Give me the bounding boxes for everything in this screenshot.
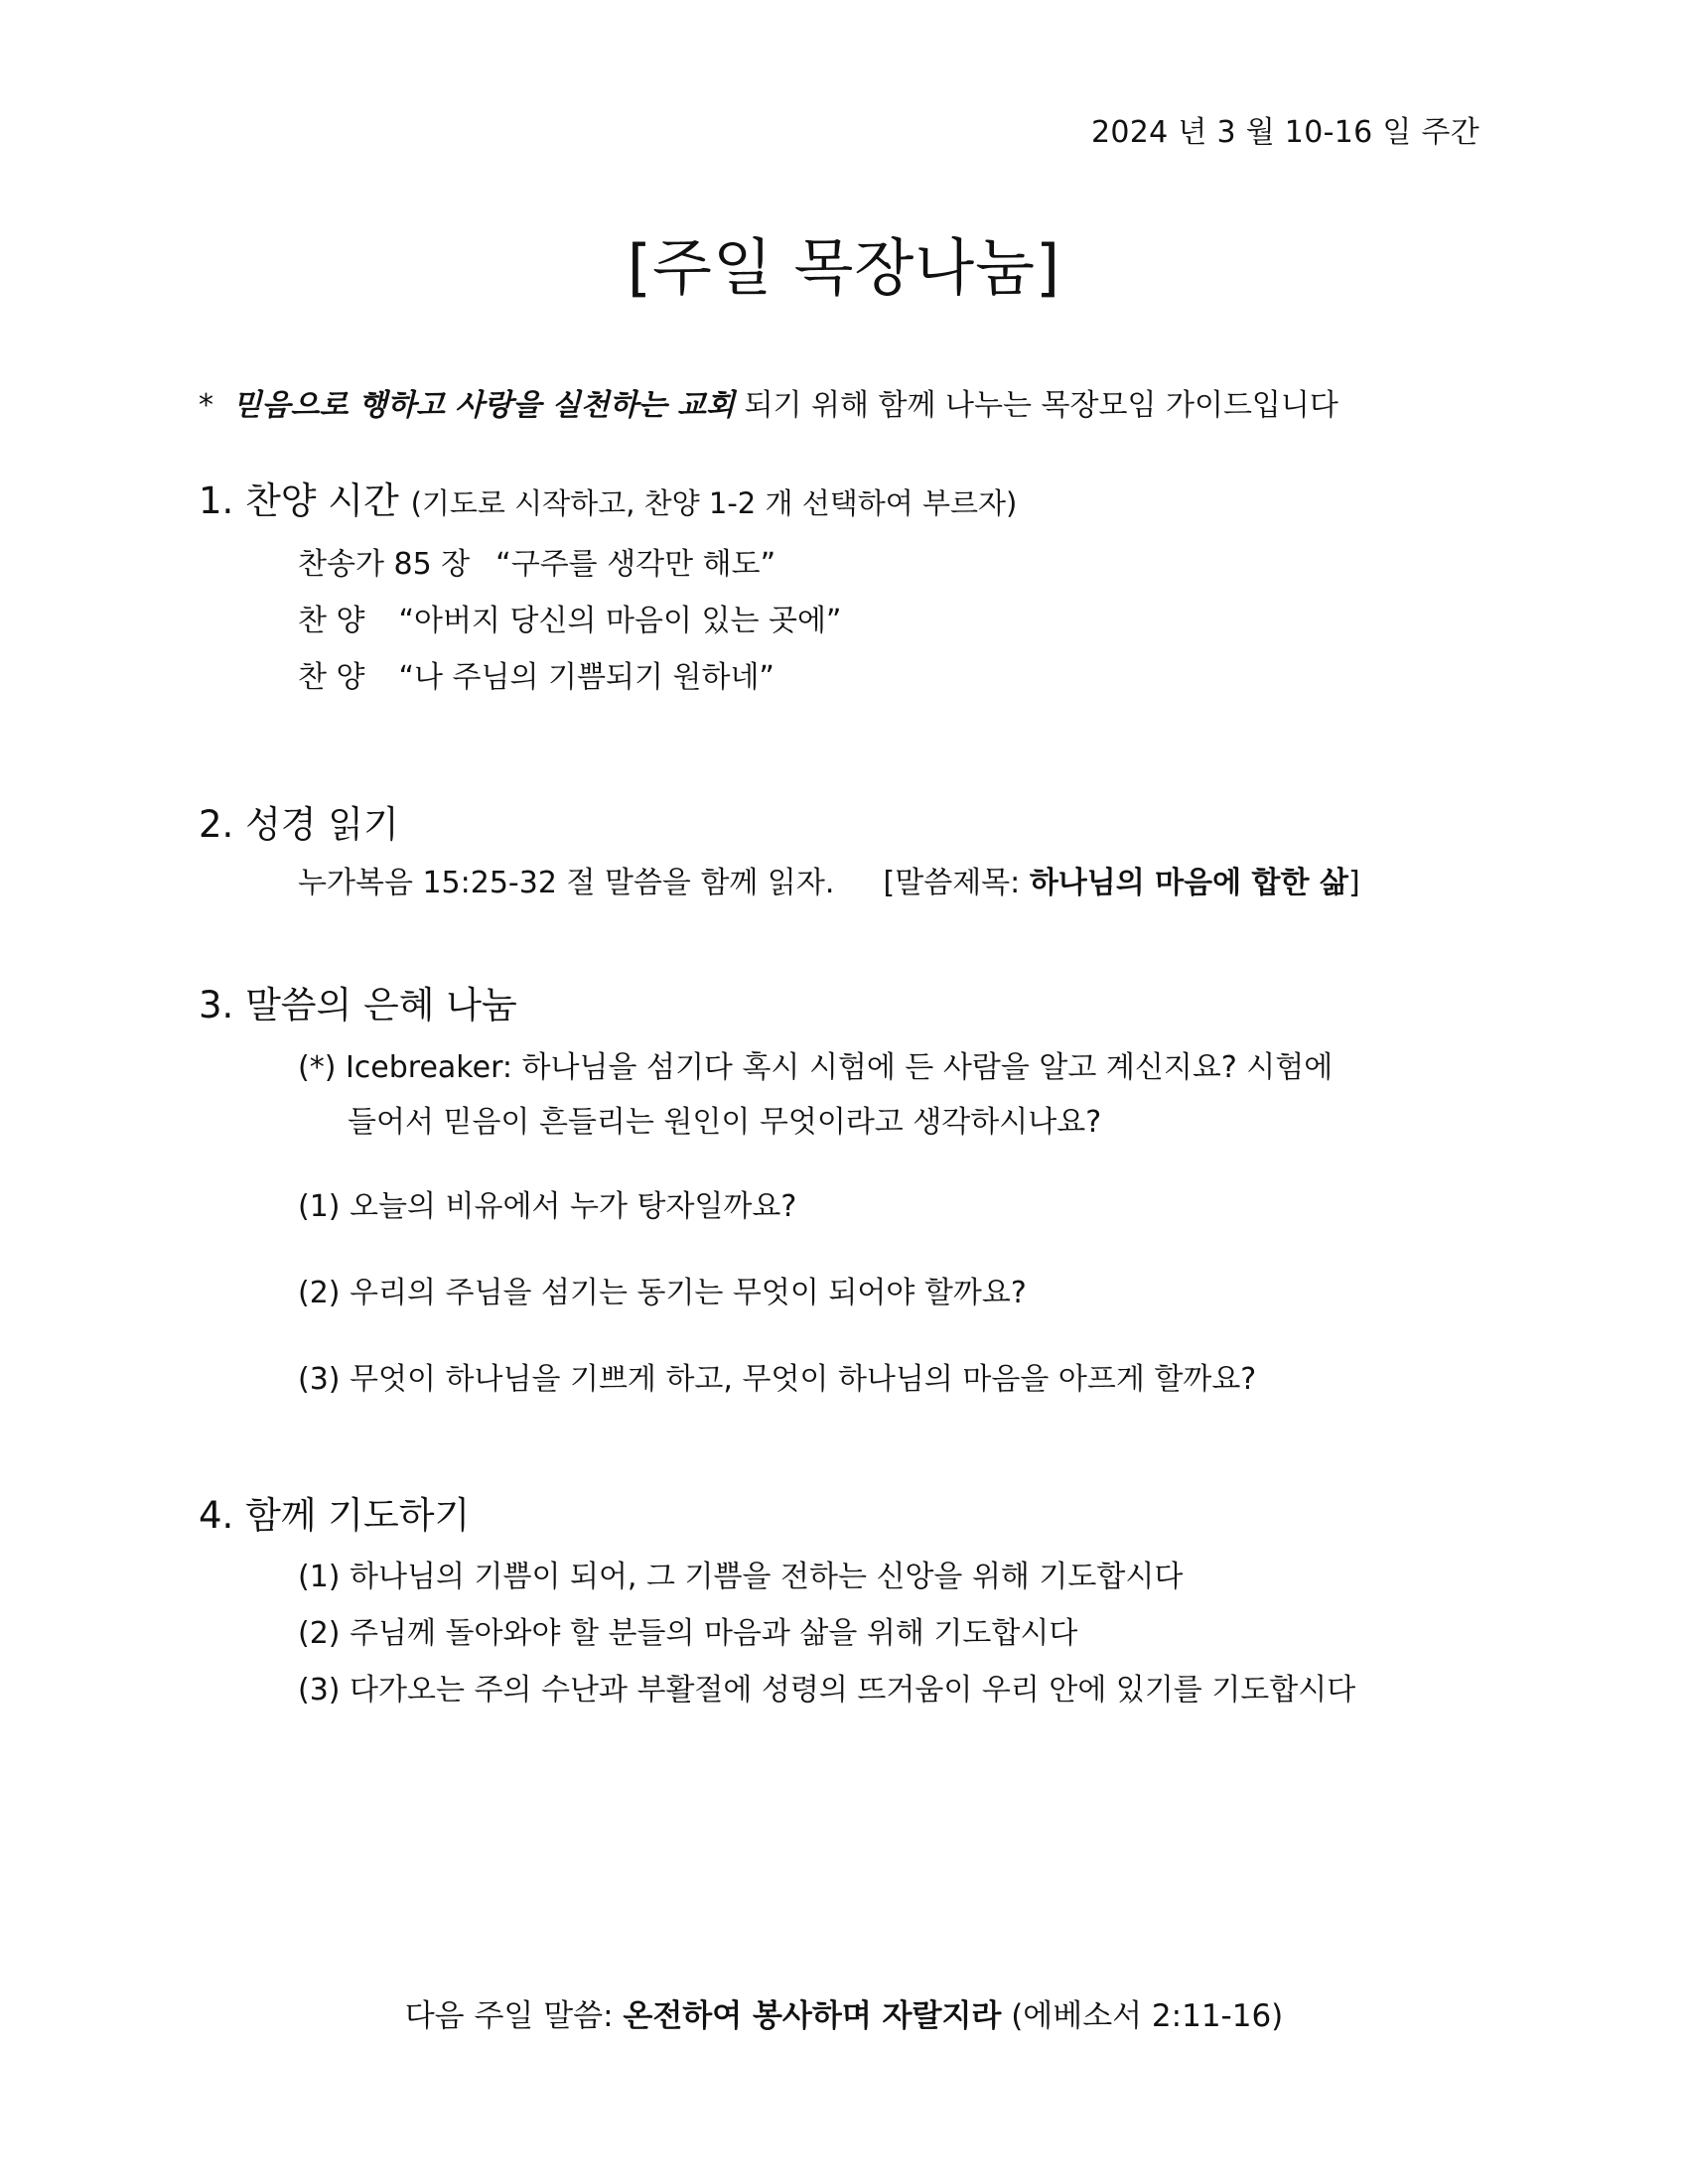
next-sunday-title: 온전하여 봉사하며 자랄지라 xyxy=(623,1998,1002,2034)
section-reading-heading: 2. 성경 읽기 xyxy=(199,803,399,846)
sharing-question: (1) 오늘의 비유에서 누가 탕자일까요? xyxy=(298,1189,797,1224)
intro-emphasis: 믿음으로 행하고 사랑을 실천하는 교회 xyxy=(232,388,736,423)
worship-item-song: “아버지 당신의 마음이 있는 곳에” xyxy=(398,604,842,638)
sharing-question: (2) 우리의 주님을 섬기는 동기는 무엇이 되어야 할까요? xyxy=(298,1276,1027,1310)
prayer-item: (3) 다가오는 주의 수난과 부활절에 성령의 뜨거움이 우리 안에 있기를 기도합시다 xyxy=(298,1673,1356,1707)
worship-item xyxy=(298,652,774,696)
worship-item-label: 찬송가 85 장 xyxy=(298,547,471,582)
sermon-title-suffix: ] xyxy=(1347,866,1360,900)
intro-bullet: * xyxy=(199,388,213,423)
reading-line xyxy=(298,858,1360,901)
icebreaker-line-2: 들어서 믿음이 흔들리는 원인이 무엇이라고 생각하시나요? xyxy=(348,1105,1102,1140)
sharing-question: (3) 무엇이 하나님을 기쁘게 하고, 무엇이 하나님의 마음을 아프게 할까요? xyxy=(298,1362,1257,1397)
prayer-item: (2) 주님께 돌아와야 할 분들의 마음과 삶을 위해 기도합시다 xyxy=(298,1616,1078,1651)
page-title: [주일 목장나눔] xyxy=(627,231,1061,304)
worship-item-label: 찬 양 xyxy=(298,604,365,638)
section-prayer-heading: 4. 함께 기도하기 xyxy=(199,1494,471,1537)
section-worship-note: (기도로 시작하고, 찬양 1-2 개 선택하여 부르자) xyxy=(410,486,1018,520)
worship-item xyxy=(298,539,775,583)
week-date: 2024 년 3 월 10-16 일 주간 xyxy=(1090,115,1479,150)
section-worship-heading xyxy=(199,471,1017,524)
intro-rest: 되기 위해 함께 나누는 목장모임 가이드입니다 xyxy=(744,388,1338,423)
reading-text: 누가복음 15:25-32 절 말씀을 함께 읽자. xyxy=(298,866,835,900)
worship-item-song: “구주를 생각만 해도” xyxy=(495,547,776,582)
prayer-item: (1) 하나님의 기쁨이 되어, 그 기쁨을 전하는 신앙을 위해 기도합시다 xyxy=(298,1560,1184,1594)
intro-line xyxy=(199,380,1338,424)
sermon-title: 하나님의 마음에 합한 삶 xyxy=(1029,866,1348,900)
next-sunday-reference: (에베소서 2:11-16) xyxy=(1011,1998,1284,2034)
icebreaker-line-1: (*) Icebreaker: 하나님을 섬기다 혹시 시험에 든 사람을 알고 계신지요? 시험에 xyxy=(298,1050,1334,1085)
worship-item-song: “나 주님의 기쁨되기 원하네” xyxy=(398,660,774,695)
next-sunday-line xyxy=(0,1990,1688,2035)
sermon-title-prefix: [말씀제목: xyxy=(883,866,1021,900)
section-sharing-heading: 3. 말씀의 은혜 나눔 xyxy=(199,984,517,1026)
next-sunday-prefix: 다음 주일 말씀: xyxy=(404,1998,614,2034)
worship-item xyxy=(298,596,841,639)
worship-item-label: 찬 양 xyxy=(298,660,365,695)
section-worship-title: 1. 찬양 시간 xyxy=(199,479,399,522)
